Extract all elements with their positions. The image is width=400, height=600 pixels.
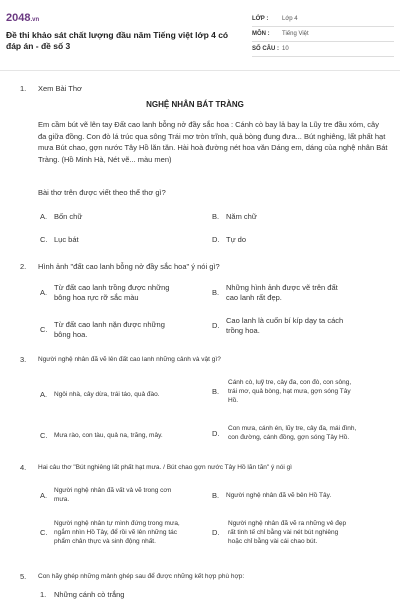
exam-meta: [252, 12, 394, 57]
q2-option-c[interactable]: C. Từ đất cao lanh nặn được những bông hoa.: [40, 320, 165, 339]
page: 2048.vn Đề thi khảo sát chất lượng đầu năm Tiếng việt lớp 4 có đáp án - đề số 3 LỚP : Lớp 4 MÔN : Tiếng Việt SỐ CÂU : 10 1. Xem Bài Thơ NGHỆ NHÂN BÁT TRÀNG Em cầm bút vẽ lên tay Đất cao lanh bỗng nở đầy sắc hoa : Cánh cò bay lả bay la Lũy tre đầu xóm, cây đa giữa đồng. Con đò lá trúc qua sông Trái mơ tròn trĩnh, quả bòng đung đưa... Bút nghiêng, lất phất hạt mưa Bút chao, gợn nước Tây Hồ lăn tăn. Hài hoà đường nét hoa văn Dáng em, dáng của nghệ nhân Bát Tràng. (Hồ Minh Hà, Nét vẽ... màu men) Bài thơ trên được viết theo thể thơ gì? A. Bốn chữ B. Năm chữ C. Lục bát D. Tự do 2. Hình ảnh "đất cao lanh bỗng nở đầy sắc hoa" ý nói gì? A. Từ đất cao lanh trồng được những bông hoa rực rỡ sắc màu B. Những hình ảnh được vẽ trên đất cao lanh rất đẹp. C. Từ đất cao lanh nặn được những bông hoa. D. Cao lanh là cuốn bí kíp dạy ta cách trồng hoa. 3. Người nghệ nhân đã vẽ lên đất cao lanh những cảnh và vật gì? A. Ngôi nhà, cây dừa, trái táo, quả đào. B. Cánh cò, luỹ tre, cây đa, con đò, con sông, trái mơ, quả bòng, hạt mưa, gợn sóng Tây Hồ. C. Mưa rào, con tàu, quả na, trăng, mây. D. Con mưa, cánh én, lũy tre, cây đa, mái đình, con đường, cánh đồng, gợn sóng Tây Hồ. 4. Hai câu thơ "Bút nghiêng lất phất hạt mưa. / Bút chao gợn nước Tây Hồ lăn tăn" ý nói gì A. Người nghệ nhân đã vất vả vẽ trong cơn mưa. B. Người nghệ nhân đã vẽ bên Hồ Tây. C. Người nghệ nhân tự mình đứng trong mưa, ngắm nhìn Hồ Tây, để rồi vẽ lên những tác phẩm chân thực và sinh động nhất. D. Người nghệ nhân đã vẽ ra những vẻ đẹp rất tinh tế chỉ bằng vài nét bút nghiêng hoặc chỉ bằng vài cái chao bút. 5. Con hãy ghép những mảnh ghép sau để được những kết hợp phù hợp: 1. Những cánh cò trắng: [0, 0, 400, 600]
header: [0, 0, 400, 64]
q4-option-c[interactable]: C. Người nghệ nhân tự mình đứng trong mưa, ngắm nhìn Hồ Tây, để rồi vẽ lên những tác phẩm chân thực và sinh động nhất.: [40, 520, 180, 545]
meta-subject: MÔN : Tiếng Việt: [252, 27, 394, 42]
q3-option-d[interactable]: D. Con mưa, cánh én, lũy tre, cây đa, mái đình, con đường, cánh đồng, gợn sóng Tây Hồ.: [212, 425, 357, 441]
question-3: 3. Người nghệ nhân đã vẽ lên đất cao lanh những cảnh và vật gì?: [20, 355, 390, 365]
q2-option-d[interactable]: D. Cao lanh là cuốn bí kíp dạy ta cách trồng hoa.: [212, 316, 344, 335]
site-logo[interactable]: [6, 12, 39, 24]
question-text: Người nghệ nhân đã vẽ lên đất cao lanh những cảnh và vật gì?: [38, 356, 221, 363]
q2-option-b[interactable]: B. Những hình ảnh được vẽ trên đất cao lanh rất đẹp.: [212, 283, 338, 302]
q2-option-a[interactable]: A. Từ đất cao lanh trồng được những bông hoa rực rỡ sắc màu: [40, 283, 170, 302]
poem-title: NGHỆ NHÂN BÁT TRÀNG: [146, 100, 244, 109]
question-4: 4. Hai câu thơ "Bút nghiêng lất phất hạt mưa. / Bút chao gợn nước Tây Hồ lăn tăn" ý nói gì: [20, 463, 390, 473]
header-divider: [0, 70, 400, 71]
logo-text: 2048: [6, 12, 31, 24]
question-number: 1.: [20, 84, 27, 93]
question-text: Hai câu thơ "Bút nghiêng lất phất hạt mưa. / Bút chao gợn nước Tây Hồ lăn tăn" ý nói gì: [38, 464, 292, 471]
page-title: Đề thi khảo sát chất lượng đầu năm Tiếng việt lớp 4 có đáp án - đề số 3: [6, 30, 229, 51]
question-5: 5. Con hãy ghép những mảnh ghép sau để được những kết hợp phù hợp:: [20, 572, 390, 582]
question-2: 2. Hình ảnh "đất cao lanh bỗng nở đầy sắc hoa" ý nói gì?: [20, 262, 390, 274]
q4-option-a[interactable]: A. Người nghệ nhân đã vất vả vẽ trong cơn mưa.: [40, 487, 172, 503]
q4-option-d[interactable]: D. Người nghệ nhân đã vẽ ra những vẻ đẹp rất tinh tế chỉ bằng vài nét bút nghiêng hoặc chỉ bằng vài cái chao bút.: [212, 520, 347, 545]
question-text: Con hãy ghép những mảnh ghép sau để được những kết hợp phù hợp:: [38, 573, 245, 580]
question-text: Xem Bài Thơ: [38, 84, 82, 93]
meta-question-count: SỐ CÂU : 10: [252, 42, 394, 57]
poem-text: Em cầm bút vẽ lên tay Đất cao lanh bỗng nở đầy sắc hoa : Cánh cò bay lả bay la Lũy tre đầu xóm, cây đa giữa đồng. Con đò lá trúc qua sông Trái mơ tròn trĩnh, quả bòng đung đưa... Bút nghiêng, lất phất hạt mưa Bút chao, gợn nước Tây Hồ lăn tăn. Hài hoà đường nét hoa văn Dáng em, dáng của nghệ nhân Bát Tràng. (Hồ Minh Hà, Nét vẽ... màu men): [38, 120, 388, 164]
meta-grade: LỚP : Lớp 4: [252, 12, 394, 27]
question-text: Hình ảnh "đất cao lanh bỗng nở đầy sắc hoa" ý nói gì?: [38, 262, 220, 271]
question-1-prompt: Bài thơ trên được viết theo thể thơ gì?: [38, 188, 166, 197]
question-1: [20, 84, 390, 254]
q3-option-b[interactable]: B. Cánh cò, luỹ tre, cây đa, con đò, con sông, trái mơ, quả bòng, hạt mưa, gợn sóng Tây Hồ.: [212, 379, 352, 404]
logo-tld: .vn: [30, 17, 40, 23]
